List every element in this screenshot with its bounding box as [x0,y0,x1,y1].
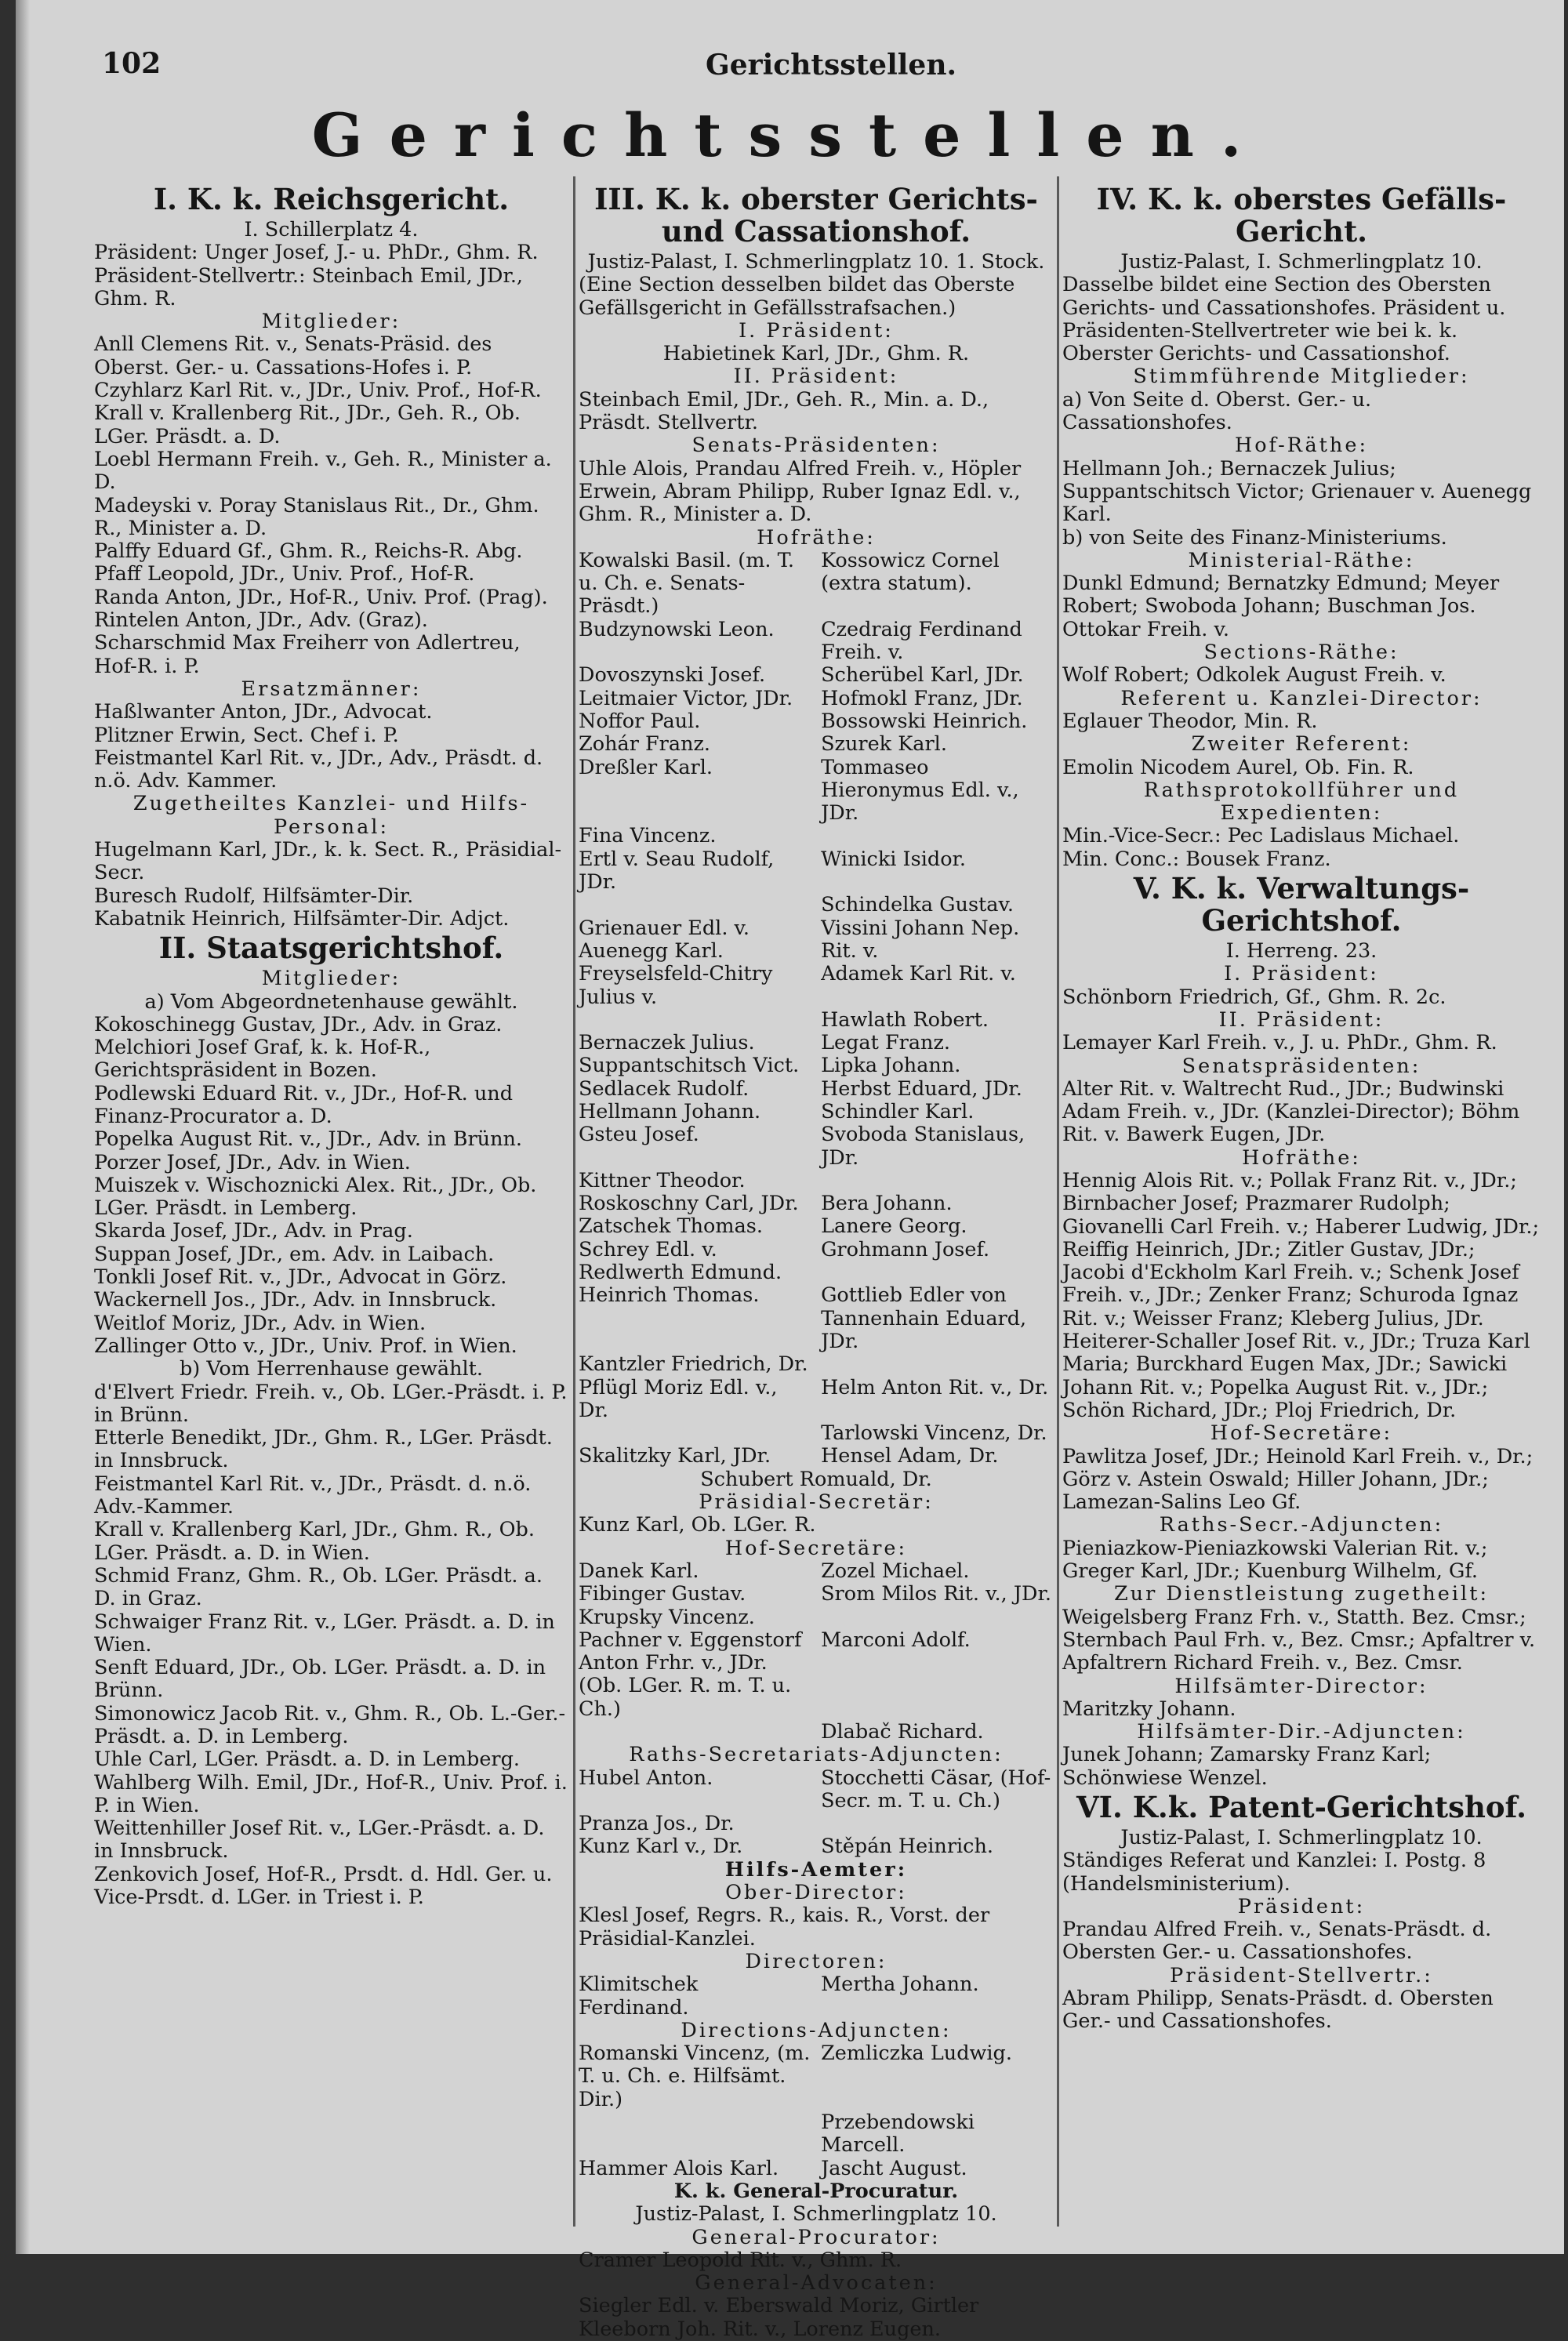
two-column-list [579,2042,1054,2180]
list-item: Etterle Benedikt, JDr., Ghm. R., LGer. Präsdt. in Innsbruck. [94,1426,553,1473]
member-list [94,1014,568,1358]
list-item [579,710,1054,733]
entry: Krupsky Vincenz. [579,1605,755,1629]
list-item [579,1192,1054,1215]
section-title-staatsgerichtshof: II. Staatsgerichtshof. [158,931,504,966]
subheading: Zweiter Referent: [1191,732,1412,757]
subheading: Hilfs-Aemter: [724,1857,908,1882]
entry: Bera Johann. [821,1192,953,1216]
list-item [579,2111,1054,2158]
list-item: Palffy Eduard Gf., Ghm. R., Reichs-R. Abg. [94,539,523,564]
entry: Pawlitza Josef, JDr.; Heinold Karl Freih. v., Dr.; Görz v. Astein Oswald; Hiller Johann, JDr.; Lamezan-Salins Leo Gf. [1062,1444,1534,1515]
list-item [579,619,1054,665]
entry: Jascht August. [821,2156,967,2180]
entry [579,2111,811,2158]
entry: Pieniazkow-Pieniazkowski Valerian Rit. v.; Greger Karl, JDr.; Kuenburg Wilhelm, Gf. [1062,1536,1488,1584]
list-item [579,963,1054,1009]
entry: Siegler Edl. v. Eberswald Moriz, Girtler Kleeborn Joh. Rit. v., Lorenz Eugen. [579,2294,979,2341]
subheading: Referent u. Kanzlei-Director: [1120,686,1483,710]
list-item [579,1422,1054,1445]
entry: Grohmann Josef. [821,1237,990,1261]
two-column-list [579,1560,1054,1744]
entry: Legat Franz. [821,1031,951,1055]
list-item [579,1583,1054,1606]
list-item: Kokoschinegg Gustav, JDr., Adv. in Graz. [94,1012,503,1036]
address: I. Herreng. 23. [1225,939,1377,964]
entry: Schubert Romuald, Dr. [700,1467,932,1491]
entry: Pflügl Moriz Edl. v., Dr. [579,1375,778,1422]
entry: Suppantschitsch Vict. [579,1054,800,1078]
entry: Stěpán Heinrich. [821,1835,993,1859]
list-item: Schwaiger Franz Rit. v., LGer. Präsdt. a. D. in Wien. [94,1610,555,1657]
entry: Danek Karl. [579,1559,699,1583]
member-list [94,839,568,931]
list-item [579,1215,1054,1238]
entry: Dreßler Karl. [579,755,713,779]
list-item [579,1123,1054,1170]
list-item: Rintelen Anton, JDr., Adv. (Graz). [94,608,428,633]
subheading: Präsident-Stellvertr.: [1170,1963,1433,1987]
list-item: Zenkovich Josef, Hof-R., Prsdt. d. Hdl. Ger. u. Vice-Prsdt. d. LGer. in Triest i. P. [94,1862,553,1910]
entry [821,1813,1054,1835]
section-title-reichsgericht: I. K. k. Reichsgericht. [153,182,510,216]
entry: Klesl Josef, Regrs. R., kais. R., Vorst. der Präsidial-Kanzlei. [579,1904,990,1951]
list-item [579,848,1054,895]
subheading: II. Präsident: [1218,1007,1385,1032]
entry: Eglauer Theodor, Min. R. [1062,709,1318,733]
member-list [94,1381,568,1910]
entry: Schindler Karl. [821,1099,975,1123]
list-item: Weitlof Moriz, JDr., Adv. in Wien. [94,1311,426,1335]
list-item [579,1054,1054,1077]
list-item [579,2042,1054,2111]
entry: Vissini Johann Nep. Rit. v. [821,916,1020,963]
entry: Habietinek Karl, JDr., Ghm. R. [662,342,970,366]
list-item: Haßlwanter Anton, JDr., Advocat. [94,700,433,724]
entry: Winicki Isidor. [821,847,967,871]
list-item [579,688,1054,710]
list-item [579,733,1054,756]
entry: Fibinger Gustav. [579,1582,746,1606]
subheading: Directions-Adjuncten: [681,2018,952,2042]
list-item [579,2158,1054,2180]
entry: Steinbach Emil, JDr., Geh. R., Min. a. D., Präsdt. Stellvertr. [579,387,989,435]
subheading: Hof-Secretäre: [1210,1421,1393,1446]
list-item [579,1284,1054,1353]
subheading: Stimmführende Mitglieder: [1133,365,1470,389]
entry: Helm Anton Rit. v., Dr. [821,1375,1049,1399]
list-item [579,1078,1054,1101]
subheading: Raths-Secretariats-Adjuncten: [629,1743,1004,1767]
list-item [579,1721,1054,1744]
entry: Ständiges Referat und Kanzlei: I. Postg. 8 (Handelsministerium). [1062,1849,1486,1896]
entry: Emolin Nicodem Aurel, Ob. Fin. R. [1062,755,1414,779]
subheading: Directoren: [745,1949,887,1973]
subheading: b) Vom Herrenhause gewählt. [179,1357,484,1381]
entry: Präsident-Stellvertr.: Steinbach Emil, JDr., Ghm. R. [94,263,524,310]
address: Justiz-Palast, I. Schmerlingplatz 10. [1120,250,1483,274]
list-item: d'Elvert Friedr. Freih. v., Ob. LGer.-Präsdt. i. P. in Brünn. [94,1380,568,1427]
column-3 [1062,182,1541,2244]
entry [821,1353,1054,1376]
document-page [16,0,1564,2341]
subheading: Zur Dienstleistung zugetheilt: [1113,1582,1490,1606]
entry: Czedraig Ferdinand Freih. v. [821,617,1022,665]
entry: Klimitschek Ferdinand. [579,1973,699,2020]
entry: Mertha Johann. [821,1973,979,1997]
two-column-list [579,1767,1054,1859]
list-item [579,1973,1054,2020]
list-item: Suppan Josef, JDr., em. Adv. in Laibach. [94,1242,495,1266]
entry: Pranza Jos., Dr. [579,1812,735,1836]
list-item [579,1009,1054,1032]
list-item [579,1353,1054,1376]
entry: Sedlacek Rudolf. [579,1076,750,1101]
list-item [579,1170,1054,1192]
list-item [579,825,1054,847]
entry: Kantzler Friedrich, Dr. [579,1352,808,1377]
entry: Kunz Karl v., Dr. [579,1835,743,1859]
entry: Uhle Alois, Prandau Alfred Freih. v., Höpler Erwein, Abram Philipp, Ruber Ignaz Edl. v., Ghm. R., Minister a. D. [579,456,1022,527]
entry: Maritzky Johann. [1062,1697,1236,1721]
entry: Kowalski Basil. (m. T. u. Ch. e. Senats-Präsdt.) [579,548,794,619]
subheading: Sections-Räthe: [1203,641,1399,665]
list-item: Feistmantel Karl Rit. v., JDr., Präsdt. d. n.ö. Adv.-Kammer. [94,1472,532,1519]
entry: Wolf Robert; Odkolek August Freih. v. [1062,663,1446,688]
list-item: Wackernell Jos., JDr., Adv. in Innsbruck. [94,1288,497,1312]
list-item: Skarda Josef, JDr., Adv. in Prag. [94,1219,413,1243]
page-number: 102 [102,47,162,80]
entry: Marconi Adolf. [821,1628,971,1652]
entry: Kunz Karl, Ob. LGer. R. [579,1513,816,1537]
list-item: Scharschmid Max Freiherr von Adlertreu, Hof-R. i. P. [94,631,521,678]
list-item [579,1606,1054,1629]
member-list [94,701,568,793]
entry: Hofmokl Franz, JDr. [821,686,1023,710]
subheading: Hof-Räthe: [1234,434,1369,458]
entry: Präsident: Unger Josef, J.- u. PhDr., Ghm. R. [94,241,539,265]
entry: Szurek Karl. [821,732,947,757]
entry: Hellmann Joh.; Bernaczek Julius; Suppantschitsch Victor; Grienauer v. Auenegg Karl. [1062,456,1532,527]
list-item [579,917,1054,964]
subheading: Hilfsämter-Director: [1174,1674,1428,1698]
list-item: Plitzner Erwin, Sect. Chef i. P. [94,723,399,747]
entry: Scherübel Karl, JDr. [821,663,1024,688]
subheading: a) Vom Abgeordnetenhause gewählt. [144,989,518,1014]
entry: Przebendowski Marcell. [821,2111,975,2158]
address: I. Schillerplatz 4. [244,218,419,241]
entry: Junek Johann; Zamarsky Franz Karl; Schönwiese Wenzel. [1062,1743,1432,1790]
running-head: Gerichtsstellen. [706,49,957,82]
entry: Schindelka Gustav. [821,893,1014,917]
list-item: Loebl Hermann Freih. v., Geh. R., Minister a. D. [94,447,552,495]
entry: Fina Vincenz. [579,824,717,848]
subheading: Senatspräsidenten: [1181,1054,1421,1078]
entry: Abram Philipp, Senats-Präsdt. d. Obersten Ger.- und Cassationshofes. [1062,1987,1494,2034]
two-column-list [579,550,1054,1468]
address: Justiz-Palast, I. Schmerlingplatz 10. [1120,1826,1483,1849]
entry: Bernaczek Julius. [579,1031,755,1055]
entry: Svoboda Stanislaus, JDr. [821,1123,1025,1170]
entry: Hawlath Robert. [821,1007,989,1032]
note: (Eine Section desselben bildet das Oberste Gefällsgericht in Gefällsstrafsachen.) [579,273,1015,320]
entry: Cramer Leopold Rit. v., Ghm. R. [579,2248,902,2272]
entry: Alter Rit. v. Waltrecht Rud., JDr.; Budwinski Adam Freih. v., JDr. (Kanzlei-Director); Böhm Rit. v. Bawerk Eugen, JDr. [1062,1076,1520,1147]
entry: Gsteu Josef. [579,1123,699,1147]
subheading: Ober-Director: [725,1881,907,1905]
section-title-verwaltungsgerichtshof: V. K. k. Verwaltungs-Gerichtshof. [1133,871,1470,938]
subheading: I. Präsident: [1224,962,1379,986]
entry [579,1721,811,1744]
column-rule-2 [1057,176,1059,2227]
list-item [579,550,1054,619]
entry: Zemliczka Ludwig. [821,2042,1012,2066]
address: Justiz-Palast, I. Schmerlingplatz 10. [635,2202,997,2227]
column-1 [94,182,568,2244]
list-item [579,1813,1054,1835]
subheading: Hof-Secretäre: [724,1536,908,1560]
list-item: Hugelmann Karl, JDr., k. k. Sect. R., Präsidial-Secr. [94,838,562,885]
list-item [579,757,1054,826]
column-rule-1 [573,176,575,2227]
entry: Budzynowski Leon. [579,617,775,641]
subheading: General-Procurator: [691,2225,941,2249]
entry: Skalitzky Karl, JDr. [579,1444,771,1468]
section-title-patentgerichtshof: VI. K.k. Patent-Gerichtshof. [1076,1790,1527,1824]
list-item: Anll Clemens Rit. v., Senats-Präsid. des Oberst. Ger.- u. Cassations-Hofes i. P. [94,332,492,379]
entry: Grienauer Edl. v. Auenegg Karl. [579,916,750,963]
list-item: Buresch Rudolf, Hilfsämter-Dir. [94,884,414,908]
list-item: Pfaff Leopold, JDr., Univ. Prof., Hof-R. [94,562,475,586]
list-item: Weittenhiller Josef Rit. v., LGer.-Präsdt. a. D. in Innsbruck. [94,1817,545,1864]
subheading: Raths-Secr.-Adjuncten: [1159,1513,1444,1537]
subheading: K. k. General-Procuratur. [673,2179,959,2203]
entry: Tarlowski Vincenz, Dr. [821,1421,1047,1446]
subheading: Hilfsämter-Dir.-Adjuncten: [1137,1720,1466,1744]
page-title: Gerichtsstellen. [311,100,1269,170]
list-item [579,894,1054,916]
entry: Prandau Alfred Freih. v., Senats-Präsdt. d. Obersten Ger.- u. Cassationshofes. [1062,1918,1492,1965]
entry: Stocchetti Cäsar, (Hof-Secr. m. T. u. Ch.) [821,1766,1051,1813]
entry: Schönborn Friedrich, Gf., Ghm. R. 2c. [1062,985,1446,1009]
note: Dasselbe bildet eine Section des Obersten Gerichts- und Cassationshofes. Präsident u. Präsidenten-Stellvertreter wie bei k. k. Oberster Gerichts- und Cassationshof. [1062,273,1506,366]
subheading: Präsidial-Secretär: [699,1490,934,1515]
entry: Bossowski Heinrich. [821,709,1028,733]
list-item [579,1032,1054,1054]
entry [579,894,811,916]
entry: Hubel Anton. [579,1766,713,1790]
list-item [579,1445,1054,1468]
subheading: Zugetheiltes Kanzlei- und Hilfs-Personal: [132,792,530,839]
entry: Hensel Adam, Dr. [821,1444,999,1468]
entry: Leitmaier Victor, JDr. [579,686,793,710]
subheading: Senats-Präsidenten: [691,434,941,458]
subheading: Ersatzmänner: [241,677,422,701]
entry: Zohár Franz. [579,732,711,757]
entry: Ertl v. Seau Rudolf, JDr. [579,847,775,895]
entry: Freyselsfeld-Chitry Julius v. [579,962,773,1009]
entry: Roskoschny Carl, JDr. [579,1192,799,1216]
entry: Adamek Karl Rit. v. [821,962,1016,986]
entry: Zozel Michael. [821,1559,970,1583]
entry: Schrey Edl. v. Redlwerth Edmund. [579,1237,782,1285]
list-item: Uhle Carl, LGer. Präsdt. a. D. in Lemberg. [94,1748,521,1772]
entry: b) von Seite des Finanz-Ministeriums. [1062,525,1447,550]
list-item: Podlewski Eduard Rit. v., JDr., Hof-R. und Finanz-Procurator a. D. [94,1081,514,1128]
entry [821,825,1054,847]
entry: Romanski Vincenz, (m. T. u. Ch. e. Hilfsämt. Dir.) [579,2042,811,2111]
entry: Gottlieb Edler von Tannenhain Eduard, JDr. [821,1283,1027,1353]
entry: Pachner v. Eggenstorf Anton Frhr. v., JDr. (Ob. LGer. R. m. T. u. Ch.) [579,1628,802,1721]
list-item: Schmid Franz, Ghm. R., Ob. LGer. Präsdt. a. D. in Graz. [94,1563,543,1611]
subheading: I. Präsident: [739,318,894,343]
list-item [579,1767,1054,1813]
list-item: Czyhlarz Karl Rit. v., JDr., Univ. Prof., Hof-R. [94,379,542,403]
entry: Dlabač Richard. [821,1720,984,1744]
entry [579,1422,811,1445]
subheading: II. Präsident: [733,365,899,389]
section-title-gefaellsgericht: IV. K. k. oberstes Gefälls-Gericht. [1096,182,1507,249]
entry: a) Von Seite d. Oberst. Ger.- u. Cassationshofes. [1062,387,1372,435]
list-item: Kabatnik Heinrich, Hilfsämter-Dir. Adjct. [94,906,510,931]
list-item [579,1560,1054,1583]
entry: Tommaseo Hieronymus Edl. v., JDr. [821,755,1019,826]
list-item [579,1835,1054,1858]
list-item: Madeyski v. Poray Stanislaus Rit., Dr., Ghm. R., Minister a. D. [94,493,539,540]
entry: Noffor Paul. [579,709,701,733]
member-list [94,333,568,677]
list-item: Randa Anton, JDr., Hof-R., Univ. Prof. (Prag). [94,585,548,609]
entry: Kossowicz Cornel (extra statum). [821,548,1000,596]
list-item: Simonowicz Jacob Rit. v., Ghm. R., Ob. L.-Ger.-Präsdt. a. D. in Lemberg. [94,1701,566,1748]
list-item: Krall v. Krallenberg Rit., JDr., Geh. R., Ob. LGer. Präsdt. a. D. [94,401,521,448]
subheading: Mitglieder: [261,310,401,334]
entry: Hammer Alois Karl. [579,2156,779,2180]
list-item [579,1101,1054,1123]
list-item: Krall v. Krallenberg Karl, JDr., Ghm. R., Ob. LGer. Präsdt. a. D. in Wien. [94,1518,535,1565]
list-item: Melchiori Josef Graf, k. k. Hof-R., Gerichtspräsident in Bozen. [94,1036,431,1083]
list-item: Muiszek v. Wischoznicki Alex. Rit., JDr., Ob. LGer. Präsdt. in Lemberg. [94,1173,537,1221]
entry [821,1606,1054,1629]
entry: Min.-Vice-Secr.: Pec Ladislaus Michael. [1062,824,1460,848]
list-item: Tonkli Josef Rit. v., JDr., Advocat in Görz. [94,1265,507,1290]
entry: Herbst Eduard, JDr. [821,1076,1022,1101]
list-item [579,1629,1054,1721]
entry: Hellmann Johann. [579,1099,761,1123]
address: Justiz-Palast, I. Schmerlingplatz 10. 1. Stock. [587,250,1045,274]
subheading: Mitglieder: [261,967,401,991]
entry: Kittner Theodor. [579,1168,746,1192]
entry: Srom Milos Rit. v., JDr. [821,1582,1051,1606]
list-item: Zallinger Otto v., JDr., Univ. Prof. in Wien. [94,1334,517,1358]
section-title-oberster-gerichtshof: III. K. k. oberster Gerichts- und Cassationshof. [594,182,1038,249]
column-2 [579,182,1054,2341]
subheading: Ministerial-Räthe: [1188,548,1415,572]
entry: Hennig Alois Rit. v.; Pollak Franz Rit. v., JDr.; Birnbacher Josef; Prazmarer Rudolph; Giovanelli Carl Freih. v.; Haberer Ludwig, JDr.; Reiffig Heinrich, JDr.; Zitler Gustav, JDr.; Jacobi d'Eckholm Karl Freih. v.; Schenk Josef Freih. v., JDr.; Zenker Franz; Schuroda Ignaz Rit. v.; Weisser Franz; Kleberg Julius, JDr. Heiterer-Schaller Josef Rit. v., JDr.; Truza Karl Maria; Burckhard Eugen Max, JDr.; Sawicki Johann Rit. v.; Popelka August Rit. v., JDr.; Schön Richard, JDr.; Ploj Friedrich, Dr. [1062,1168,1540,1422]
entry [821,1170,1054,1192]
list-item [579,664,1054,687]
entry: Lanere Georg. [821,1214,967,1239]
list-item: Feistmantel Karl Rit. v., JDr., Adv., Präsdt. d. n.ö. Adv. Kammer. [94,746,543,793]
subheading: Präsident: [1237,1894,1366,1918]
list-item: Wahlberg Wilh. Emil, JDr., Hof-R., Univ. Prof. i. P. in Wien. [94,1770,568,1817]
entry: Weigelsberg Franz Frh. v., Statth. Bez. Cmsr.; Sternbach Paul Frh. v., Bez. Cmsr.; Apfaltrer v. Apfaltrern Richard Freih. v., Bez. Cmsr. [1062,1605,1536,1675]
list-item [579,1377,1054,1423]
subheading: General-Advocaten: [695,2271,938,2296]
entry: Min. Conc.: Bousek Franz. [1062,847,1331,871]
entry [579,1009,811,1032]
entry: Heinrich Thomas. [579,1283,760,1308]
subheading: Hofräthe: [1242,1145,1361,1170]
entry: Zatschek Thomas. [579,1214,763,1239]
list-item: Porzer Josef, JDr., Adv. in Wien. [94,1150,411,1174]
entry: Lemayer Karl Freih. v., J. u. PhDr., Ghm. R. [1062,1031,1497,1055]
list-item [579,1239,1054,1285]
entry: Dovoszynski Josef. [579,663,766,688]
list-item: Popelka August Rit. v., JDr., Adv. in Brünn. [94,1127,523,1152]
list-item: Senft Eduard, JDr., Ob. LGer. Präsdt. a. D. in Brünn. [94,1656,546,1703]
subheading: Rathsprotokollführer und Expedienten: [1143,778,1460,826]
subheading: Hofräthe: [757,525,876,550]
entry: Lipka Johann. [821,1054,961,1078]
entry: Dunkl Edmund; Bernatzky Edmund; Meyer Robert; Swoboda Johann; Buschman Jos. Ottokar Freih. v. [1062,572,1500,641]
